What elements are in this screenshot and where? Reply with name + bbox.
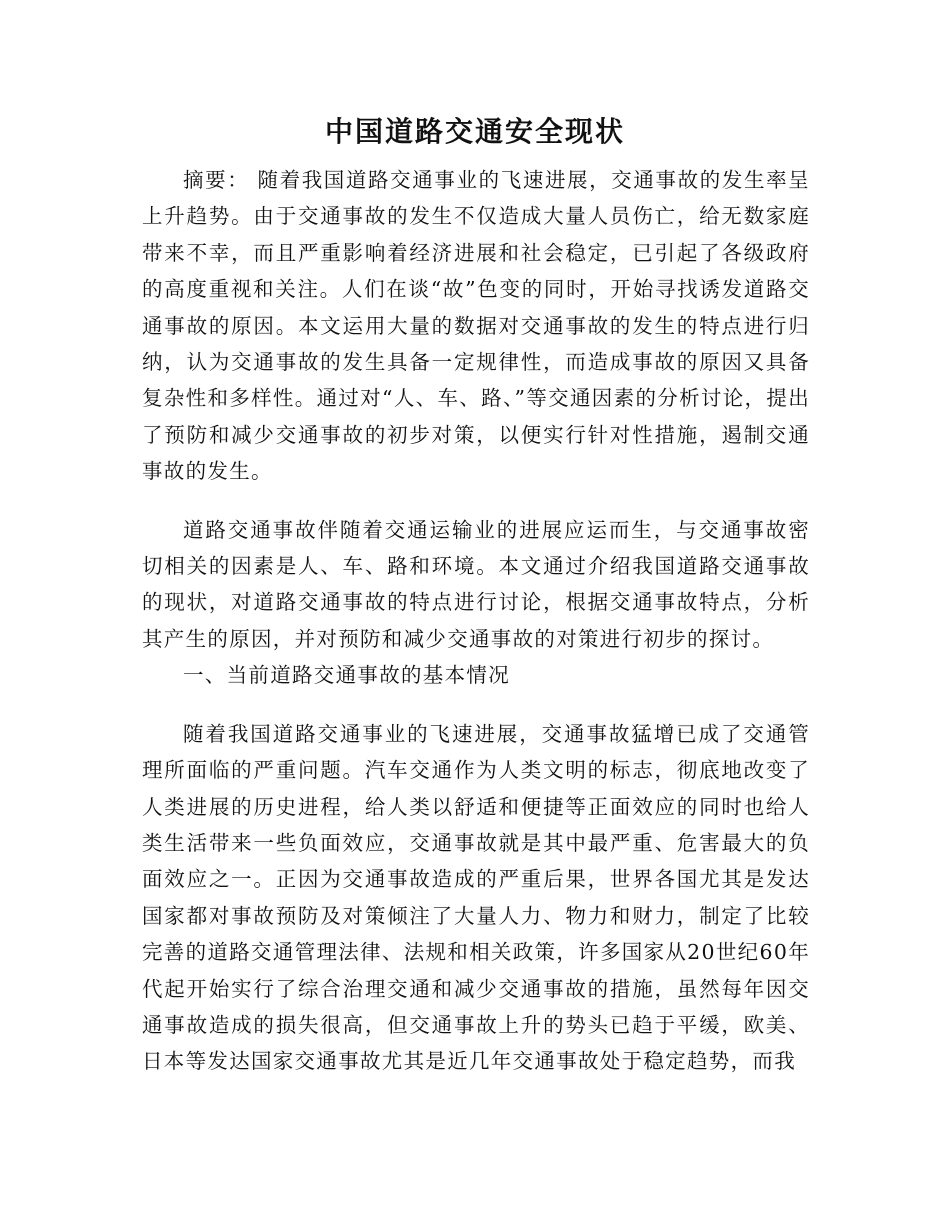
- abstract-label: 摘要：: [183, 168, 250, 192]
- abstract-text: 随着我国道路交通事业的飞速进展，交通事故的发生率呈上升趋势。由于交通事故的发生不仅造成大量人员伤亡，给无数家庭带来不幸，而且严重影响着经济进展和社会稳定，已引起了各级政府的高度重视和关注。人们在谈“故”色变的同时，开始寻找诱发道路交通事故的原因。本文运用大量的数据对交通事故的发生的特点进行归纳，认为交通事故的发生具备一定规律性，而造成事故的原因又具备复杂性和多样性。通过对“人、车、路、”等交通因素的分析讨论，提出了预防和减少交通事故的初步对策，以便实行针对性措施，遏制交通事故的发生。: [142, 168, 810, 484]
- intro-paragraph: 道路交通事故伴随着交通运输业的进展应运而生，与交通事故密切相关的因素是人、车、路和环境。本文通过介绍我国道路交通事故的现状，对道路交通事故的特点进行讨论，根据交通事故特点，分析其产生的原因，并对预防和减少交通事故的对策进行初步的探讨。: [142, 517, 810, 651]
- abstract-paragraph: [142, 162, 810, 490]
- document-title: 中国道路交通安全现状: [324, 115, 625, 148]
- section-heading: 一、当前道路交通事故的基本情况: [183, 663, 510, 688]
- document-body: [142, 162, 810, 1080]
- section-paragraph: 随着我国道路交通事业的飞速进展，交通事故猛增已成了交通管理所面临的严重问题。汽车交通作为人类文明的标志，彻底地改变了人类进展的历史进程，给人类以舒适和便捷等正面效应的同时也给人类生活带来一些负面效应，交通事故就是其中最严重、危害最大的负面效应之一。正因为交通事故造成的严重后果，世界各国尤其是发达国家都对事故预防及对策倾注了大量人力、物力和财力，制定了比较完善的道路交通管理法律、法规和相关政策，许多国家从20世纪60年代起开始实行了综合治理交通和减少交通事故的措施，虽然每年因交通事故造成的损失很高，但交通事故上升的势头已趋于平缓，欧美、日本等发达国家交通事故尤其是近几年交通事故处于稳定趋势，而我: [142, 721, 810, 1074]
